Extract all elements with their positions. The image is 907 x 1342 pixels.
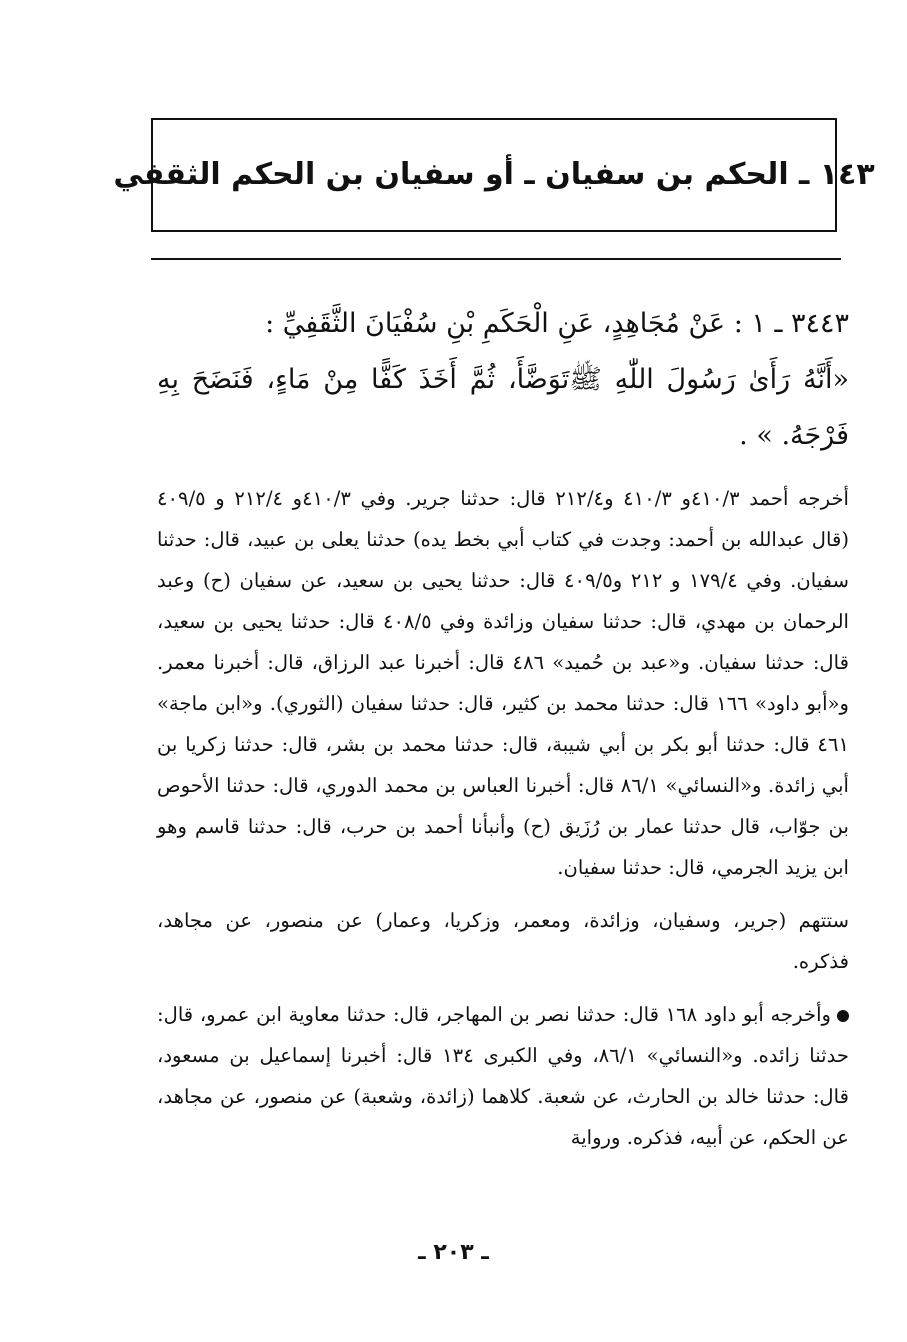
takhrij-paragraph-3-text: وأخرجه أبو داود ١٦٨ قال: حدثنا نصر بن المهاجر، قال: حدثنا معاوية ابن عمرو، قال: حدثنا زائده. و«النسائي» ٨٦/١، وفي الكبرى ١٣٤ قال: أخبرنا إسماعيل بن مسعود، قال: حدثنا خالد بن الحارث، عن شعبة. كلاهما (زائدة، وشعبة) عن منصور، عن مجاهد، عن الحكم، عن أبيه، فذكره. ورواية <box>157 1003 849 1149</box>
hadith-chain: ٣٤٤٣ ـ ١ : عَنْ مُجَاهِدٍ، عَنِ الْحَكَمِ بْنِ سُفْيَانَ الثَّقَفِيِّ : <box>265 308 849 339</box>
page-number: ـ ٢٠٣ ـ <box>418 1240 489 1265</box>
horizontal-rule <box>151 258 841 260</box>
main-content <box>157 296 849 1158</box>
hadith-matn: «أَنَّهُ رَأَىٰ رَسُولَ اللّٰهِ ﷺتَوَضَّأَ، ثُمَّ أَخَذَ كَفًّا مِنْ مَاءٍ، فَنَضَحَ بِهِ فَرْجَهُ. » . <box>157 364 849 451</box>
takhrij-section <box>157 478 849 1158</box>
hadith-text <box>157 296 849 464</box>
takhrij-paragraph-2: ستتهم (جرير، وسفيان، وزائدة، ومعمر، وزكريا، وعمار) عن منصور، عن مجاهد، فذكره. <box>157 909 849 973</box>
takhrij-paragraph-3 <box>157 994 849 1158</box>
chapter-title: ١٤٣ ـ الحكم بن سفيان ـ أو سفيان بن الحكم الثقفي <box>113 157 875 192</box>
bullet-icon <box>837 1010 849 1022</box>
takhrij-paragraph-1: أخرجه أحمد ٤١٠/٣و ٤١٠/٣ و٢١٢/٤ قال: حدثنا جرير. وفي ٤١٠/٣و ٢١٢/٤ و ٤٠٩/٥ (قال عبدالله بن أحمد: وجدت في كتاب أبي بخط يده) حدثنا يعلى بن عبيد، قال: حدثنا سفيان. وفي ١٧٩/٤ و ٢١٢ و٤٠٩/٥ قال: حدثنا يحيى بن سعيد، عن سفيان (ح) وعبد الرحمان بن مهدي، قال: حدثنا سفيان وزائدة وفي ٤٠٨/٥ قال: حدثنا يحيى بن سعيد، قال: حدثنا سفيان. و«عبد بن حُميد» ٤٨٦ قال: أخبرنا عبد الرزاق، قال: أخبرنا معمر. و«أبو داود» ١٦٦ قال: حدثنا محمد بن كثير، قال: حدثنا سفيان (الثوري). و«ابن ماجة» ٤٦١ قال: حدثنا أبو بكر بن أبي شيبة، قال: حدثنا محمد بن بشر، قال: حدثنا زكريا بن أبي زائدة. و«النسائي» ٨٦/١ قال: أخبرنا العباس بن محمد الدوري، قال: حدثنا الأحوص بن جوّاب، قال حدثنا عمار بن رُزَيق (ح) وأنبأنا أحمد بن حرب، قال: حدثنا قاسم وهو ابن يزيد الجرمي، قال: حدثنا سفيان. <box>157 487 850 879</box>
chapter-header-box <box>113 118 875 232</box>
